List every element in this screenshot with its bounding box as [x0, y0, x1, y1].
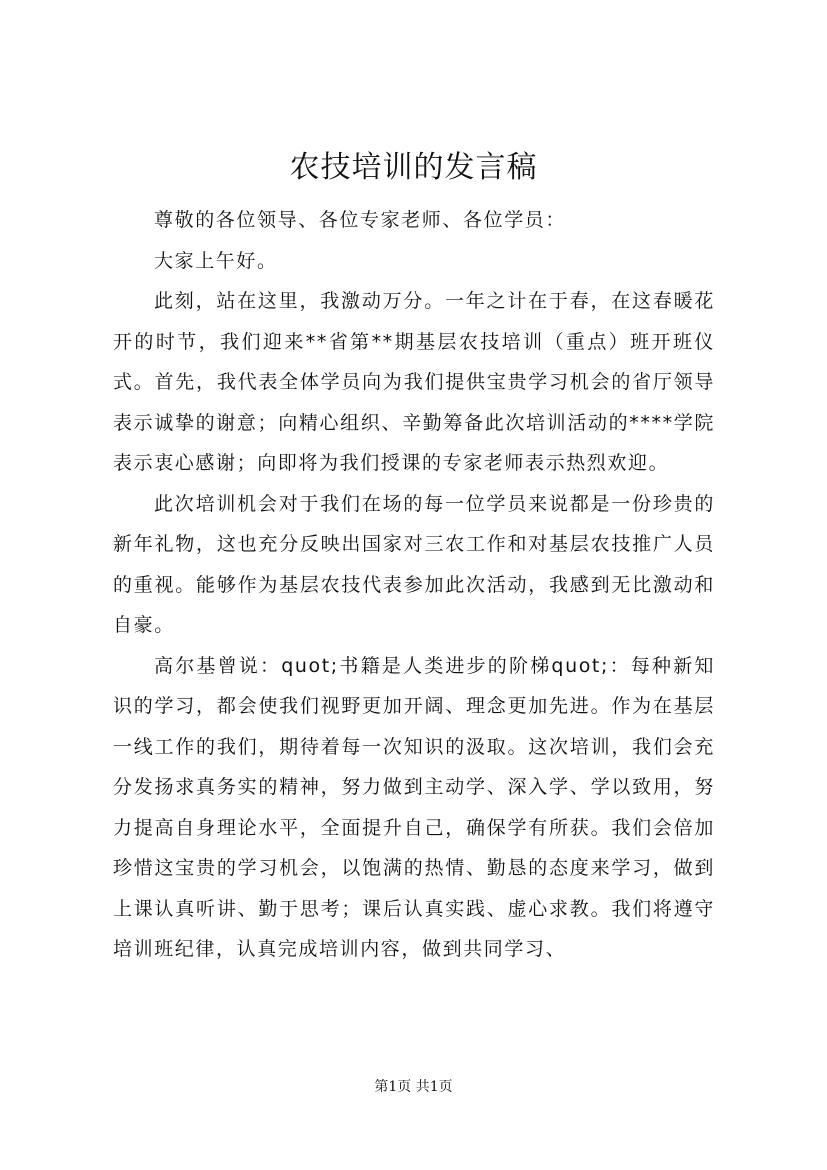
document-body — [113, 200, 715, 970]
body-paragraph: 此次培训机会对于我们在场的每一位学员来说都是一份珍贵的新年礼物，这也充分反映出国家对三农工作和对基层农技推广人员的重视。能够作为基层农技代表参加此次活动，我感到无比激动和自豪。 — [113, 492, 715, 636]
document-title: 农技培训的发言稿 — [289, 150, 538, 185]
body-paragraph: 此刻，站在这里，我激动万分。一年之计在于春，在这春暖花开的时节，我们迎来**省第**期基层农技培训（重点）班开班仪式。首先，我代表全体学员向为我们提供宝贵学习机会的省厅领导表示诚挚的谢意；向精心组织、辛勤筹备此次培训活动的****学院表示衷心感谢；向即将为我们授课的专家老师表示热烈欢迎。 — [113, 290, 715, 474]
page-number-footer: 第1页 共1页 — [374, 1079, 453, 1095]
greeting-paragraph: 大家上午好。 — [154, 249, 278, 272]
body-paragraph: 高尔基曾说：quot;书籍是人类进步的阶梯quot;：每种新知识的学习，都会使我们视野更加开阔、理念更加先进。作为在基层一线工作的我们，期待着每一次知识的汲取。这次培训，我们会充分发扬求真务实的精神，努力做到主动学、深入学、学以致用，努力提高自身理论水平，全面提升自己，确保学有所获。我们会倍加珍惜这宝贵的学习机会，以饱满的热情、勤恳的态度来学习，做到上课认真听讲、勤于思考；课后认真实践、虚心求教。我们将遵守培训班纪律，认真完成培训内容，做到共同学习、 — [113, 654, 715, 960]
salutation-paragraph: 尊敬的各位领导、各位专家老师、各位学员： — [154, 209, 567, 231]
